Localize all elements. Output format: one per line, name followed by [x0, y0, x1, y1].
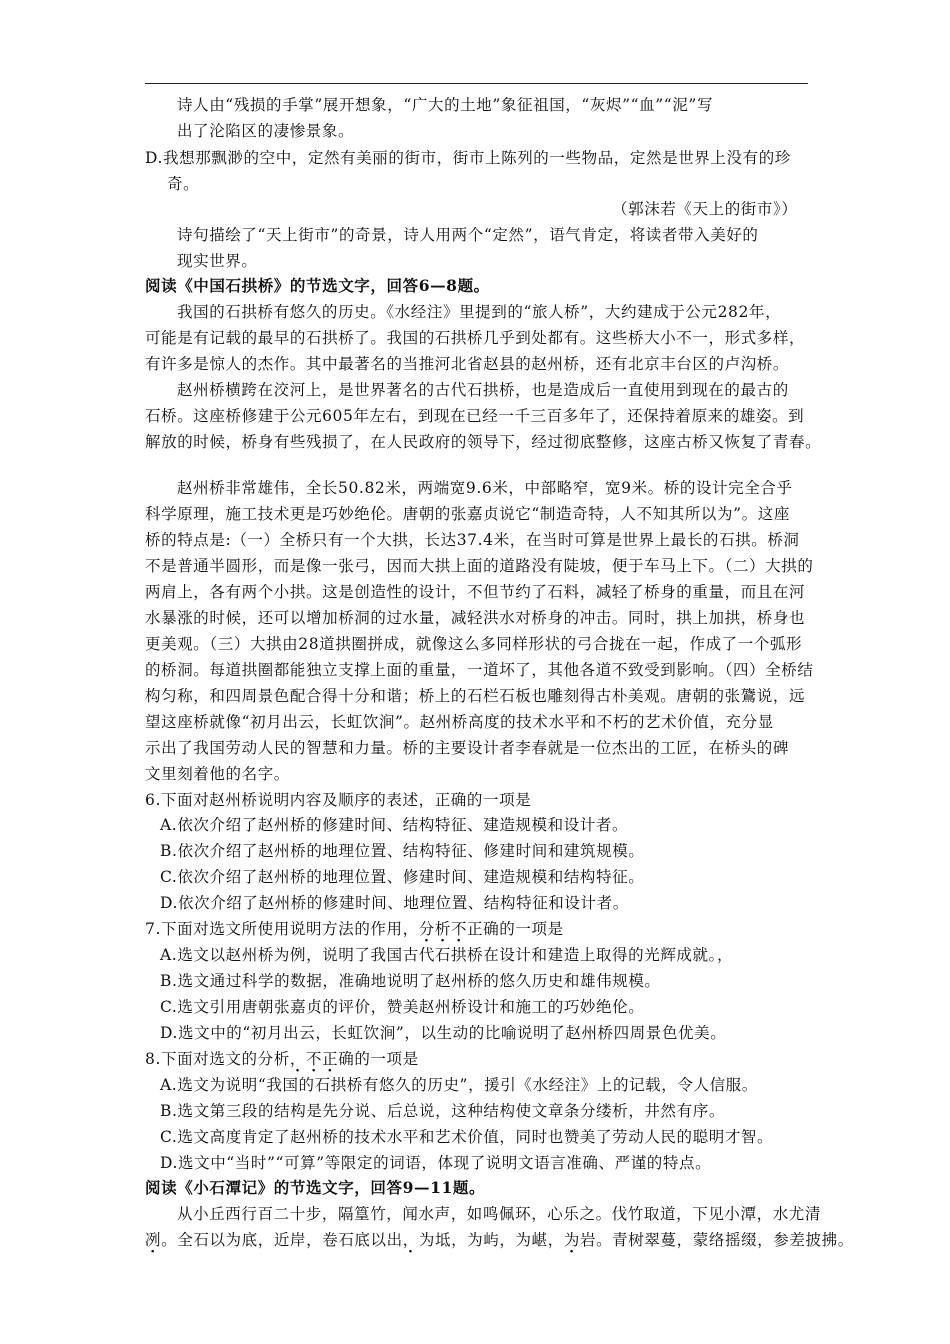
section-heading: 阅读《小石潭记》的节选文字，回答9—11题。: [145, 1178, 486, 1197]
text-line: 更美观。（三）大拱由28道拱圈拼成，就像这么多同样形状的弓合拢在一起，作成了一个弧形: [145, 635, 803, 653]
text-line: D.选文中的“初月出云，长虹饮涧”，以生动的比喻说明了赵州桥四周景色优美。: [160, 1024, 727, 1042]
text-line: C.选文高度肯定了赵州桥的技术水平和艺术价值，同时也赞美了劳动人民的聪明才智。: [160, 1128, 774, 1146]
text-line: C.选文引用唐朝张嘉贞的评价，赞美赵州桥设计和施工的巧妙绝伦。: [160, 998, 645, 1016]
text-line: 诗人由“残损的手掌”展开想象，“广大的土地”象征祖国，“灰烬”“血”“泥”写: [177, 96, 714, 114]
emphasis-char: 正: [322, 1050, 339, 1068]
text-line: 奇。: [167, 175, 200, 193]
emphasis-char: 冽: [145, 1231, 162, 1249]
text-line: A.依次介绍了赵州桥的修建时间、结构特征、建造规模和设计者。: [160, 816, 629, 834]
text-line: 不是普通半圆形，而是像一张弓，因而大拱上面的道路没有陡坡，便于车马上下。（二）大拱的: [145, 557, 814, 575]
text-line: A.选文以赵州桥为例，说明了我国古代石拱桥在设计和建造上取得的光辉成就。，: [160, 946, 734, 964]
text-line: C.依次介绍了赵州桥的地理位置、修建时间、建造规模和结构特征。: [160, 868, 645, 886]
text-line: 示出了我国劳动人民的智慧和力量。桥的主要设计者李春就是一位杰出的工匠，在桥头的碑: [145, 739, 790, 757]
text-line: 冽。全石以为底，近岸，卷石底以出， ·为坻，为屿，为嵁，为岩。青树翠蔓，蒙络摇缀，参差披拂。: [145, 1230, 854, 1250]
text-line: 8.下面对选文的分析， ·不正确的一项是: [145, 1049, 419, 1069]
text-line: B.依次介绍了赵州桥的地理位置、结构特征、修建时间和建筑规模。: [160, 842, 645, 860]
text-line: 现实世界。: [177, 252, 258, 270]
text-line: 出了沦陷区的凄惨景象。: [177, 122, 355, 140]
text-line: 赵州桥非常雄伟，全长50.82米，两端宽9.6米，中部略窄，宽9米。桥的设计完全合乎: [177, 479, 793, 497]
text-line: 赵州桥横跨在洨河上，是世界著名的古代石拱桥，也是造成后一直使用到现在的最古的: [177, 381, 789, 399]
text-line: B.选文通过科学的数据，准确地说明了赵州桥的悠久历史和雄伟规模。: [160, 972, 661, 990]
emphasis-char: 不: [305, 1050, 323, 1068]
text-line: 桥的特点是:（一）全桥只有一个大拱，长达37.4米，在当时可算是世界上最长的石拱。桥洞: [145, 531, 800, 549]
text-line: 构匀称，和四周景色配合得十分和谐；桥上的石栏石板也雕刻得古朴美观。唐朝的张鷟说，远: [145, 687, 806, 705]
emphasis-char: 不: [450, 920, 468, 938]
text-line: A.选文为说明“我国的石拱桥有悠久的历史”，援引《水经注》上的记载，令人信服。: [160, 1076, 758, 1094]
emphasis-char: ， ·: [403, 1231, 419, 1249]
text-line: 科学原理，施工技术更是巧妙绝伦。唐朝的张嘉贞说它“制造奇特，人不知其所以为”。这座: [145, 505, 790, 523]
text-line: 6.下面对赵州桥说明内容及顺序的表述，正确的一项是: [145, 791, 532, 809]
emphasis-char: 分: [418, 920, 435, 938]
text-line: 可能是有记载的最早的石拱桥了。我国的石拱桥几乎到处都有。这些桥大小不一，形式多样，: [145, 329, 806, 347]
text-line: 7.下面对选文所使用说明方法的作用，分析不正确的一项是: [145, 920, 564, 938]
text-line: 石桥。这座桥修建于公元605年左右，到现在已经一千三百多年了，还保持着原来的雄姿。到: [145, 407, 805, 425]
text-line: 水暴涨的时候，还可以增加桥洞的过水量，减轻洪水对桥身的冲击。同时，拱上加拱，桥身也: [145, 609, 806, 627]
text-line: （郭沫若《天上的街市》）: [612, 200, 798, 218]
emphasis-char: ， ·: [290, 1050, 306, 1068]
text-line: 从小丘西行百二十步，隔篁竹，闻水声，如鸣佩环，心乐之。伐竹取道，下见小潭，水尤清: [177, 1205, 822, 1223]
text-line: B.选文第三段的结构是先分说、后总说，这种结构使文章条分缕析，井然有序。: [160, 1102, 725, 1120]
text-line: D.选文中“当时”“可算”等限定的词语，体现了说明文语言准确、严谨的特点。: [160, 1154, 712, 1172]
section-heading: 阅读《中国石拱桥》的节选文字，回答6—8题。: [145, 276, 490, 295]
emphasis-char: 为: [563, 1231, 580, 1249]
text-line: 诗句描绘了“天上街市”的奇景，诗人用两个“定然”，语气肯定，将读者带入美好的: [177, 226, 759, 244]
text-line: 解放的时候，桥身有些残损了，在人民政府的领导下，经过彻底整修，这座古桥又恢复了青春。: [145, 433, 822, 451]
header-rule: [145, 83, 808, 84]
emphasis-char: 析: [434, 920, 451, 938]
text-line: 两肩上，各有两个小拱。这是创造性的设计，不但节约了石料，减轻了桥身的重量，而且在河: [145, 583, 806, 601]
text-line: 的桥洞。每道拱圈都能独立支撑上面的重量，一道坏了，其他各道不致受到影响。（四）全桥结: [145, 661, 814, 679]
text-line: 文里刻着他的名字。: [145, 765, 290, 783]
text-line: 望这座桥就像“初月出云，长虹饮涧”。赵州桥高度的技术水平和不朽的艺术价值，充分显: [145, 713, 774, 731]
text-line: 有许多是惊人的杰作。其中最著名的当推河北省赵县的赵州桥，还有北京丰台区的卢沟桥。: [145, 355, 790, 373]
text-line: D.依次介绍了赵州桥的修建时间、地理位置、结构特征和设计者。: [160, 894, 629, 912]
text-line: 我国的石拱桥有悠久的历史。《水经注》里提到的“旅人桥”，大约建成于公元282年，: [177, 303, 782, 321]
text-line: D.我想那飘渺的空中，定然有美丽的街市，街市上陈列的一些物品，定然是世界上没有的珍: [145, 149, 791, 167]
